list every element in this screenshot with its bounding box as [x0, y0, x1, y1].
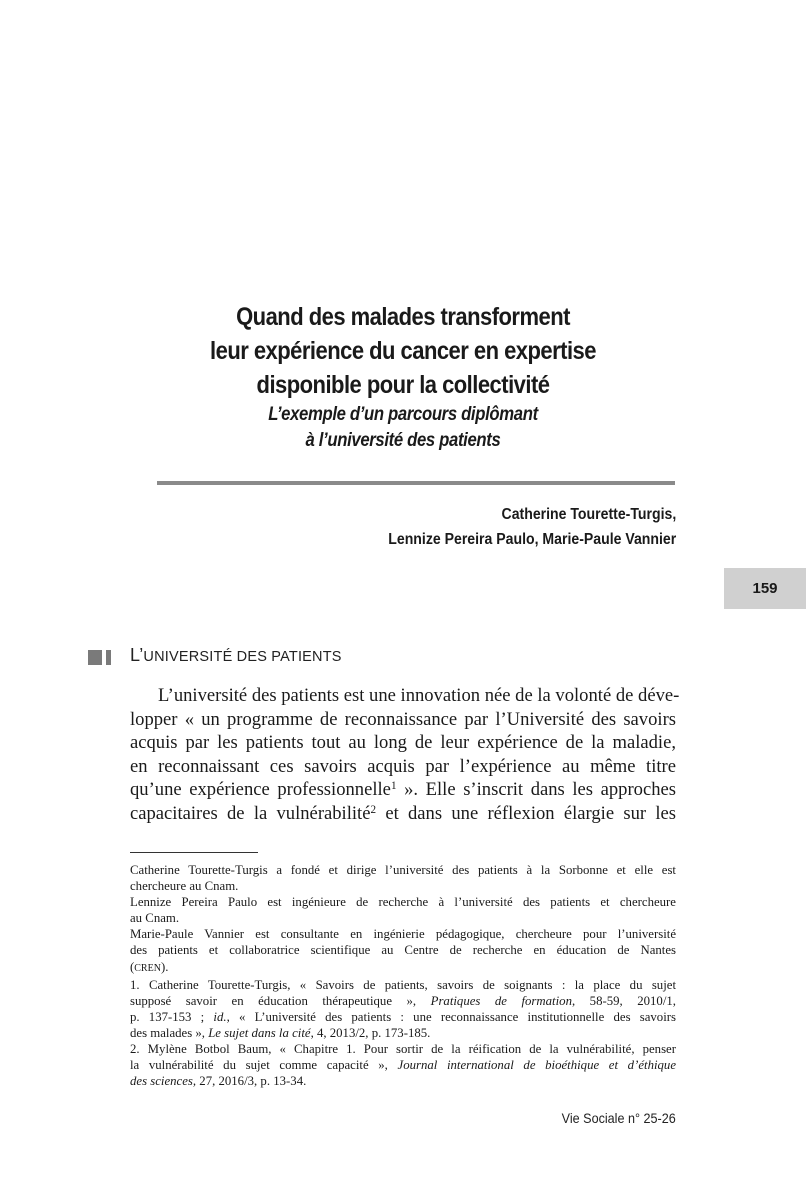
- footnote-line: [130, 1057, 676, 1073]
- author-note: [130, 894, 676, 926]
- page-number-tab: [724, 568, 806, 609]
- footnotes: [130, 862, 676, 1089]
- footnote-fragment: 27, 2016/3, p. 13-34.: [196, 1074, 307, 1089]
- section-marker-icon: [88, 650, 112, 665]
- body-line: L’université des patients est une innovation née de la volonté de déve-: [158, 685, 680, 706]
- footnote-line: des patients et collaboratrice scientifique au Centre de recherche en éducation de Nantes: [130, 943, 676, 958]
- body-text-fragment: ». Elle s’inscrit dans les approches: [396, 779, 676, 800]
- footnote-fragment: p. 137-153 ;: [130, 1009, 214, 1024]
- footnote-line: [130, 993, 676, 1009]
- title-line: Quand des malades transforment: [236, 303, 570, 331]
- footnote-fragment: des malades »,: [130, 1025, 209, 1040]
- author-note: [130, 862, 676, 894]
- footnote-fragment: ).: [160, 959, 169, 974]
- footnote-fragment: supposé savoir en éducation thérapeutique »,: [130, 993, 431, 1008]
- footnote-line: Marie-Paule Vannier est consultante en ingénierie pédagogique, chercheure pour l’université: [130, 927, 676, 942]
- body-paragraph: [130, 684, 680, 825]
- body-line: [130, 802, 676, 826]
- footnote-line: chercheure au Cnam.: [130, 879, 239, 894]
- article-title: [110, 300, 696, 454]
- body-line: acquis par les patients tout au long de leur expérience de la maladie,: [130, 732, 676, 753]
- footnote-line: [130, 1009, 676, 1025]
- footnote-line: Catherine Tourette-Turgis a fondé et dirige l’université des patients à la Sorbonne et elle est: [130, 863, 676, 877]
- footnote-italic: Le sujet dans la cité: [208, 1025, 311, 1040]
- footnote-fragment: (: [130, 959, 135, 974]
- body-text-fragment: et dans une réflexion élargie sur les: [376, 802, 677, 824]
- footnote-1: [130, 977, 676, 1041]
- footnote-italic: id.: [213, 1009, 227, 1024]
- footnote-line: [130, 1073, 676, 1089]
- subtitle-line: L’exemple d’un parcours diplômant: [268, 404, 538, 425]
- footnote-ref-2: 2: [370, 803, 377, 816]
- footnote-line: Lennize Pereira Paulo est ingénieure de recherche à l’université des patients et chercheure: [130, 895, 676, 910]
- body-line: lopper « un programme de reconnaissance par l’Université des savoirs: [130, 708, 676, 730]
- body-text-fragment: qu’une expérience professionnelle: [130, 779, 391, 800]
- authors-line: Catherine Tourette-Turgis,: [501, 506, 676, 523]
- footnote-separator: [130, 852, 258, 853]
- title-divider: [157, 481, 675, 485]
- section-heading: [130, 645, 342, 666]
- subtitle-line: à l’université des patients: [305, 430, 501, 451]
- body-text-fragment: capacitaires de la vulnérabilité: [130, 802, 371, 824]
- body-line: en reconnaissant ces savoirs acquis par l’expérience au même titre: [130, 755, 676, 777]
- author-note: [130, 926, 676, 976]
- footnote-fragment: , « L’université des patients : une reconnaissance institutionnelle des savoirs: [226, 1009, 677, 1024]
- footnote-2: [130, 1041, 676, 1089]
- body-line: [130, 778, 676, 802]
- authors: [388, 502, 676, 552]
- title-line: leur expérience du cancer en expertise: [210, 337, 596, 365]
- footnote-fragment: la vulnérabilité du sujet comme capacité »,: [130, 1058, 398, 1073]
- journal-footer: Vie Sociale n° 25-26: [561, 1110, 676, 1126]
- section-heading-rest: UNIVERSITÉ DES PATIENTS: [143, 649, 342, 665]
- authors-line: Lennize Pereira Paulo, Marie-Paule Vannier: [388, 531, 676, 548]
- footnote-line: [130, 1025, 676, 1041]
- footnote-line: 2. Mylène Botbol Baum, « Chapitre 1. Pour sortir de la réification de la vulnérabilité, penser: [130, 1042, 676, 1057]
- footnote-fragment: , 58-59, 2010/1,: [571, 993, 676, 1008]
- page-number: 159: [752, 580, 778, 597]
- footnote-italic: des sciences,: [130, 1074, 197, 1089]
- footnote-line: au Cnam.: [130, 911, 180, 926]
- footnote-italic: Pratiques de formation: [430, 993, 572, 1008]
- footnote-abbreviation: CREN: [134, 962, 161, 974]
- section-heading-initial: L’: [130, 645, 144, 665]
- footnote-italic: Journal international de bioéthique et d’éthique: [397, 1058, 676, 1073]
- footnote-line: 1. Catherine Tourette-Turgis, « Savoirs de patients, savoirs de soignants : la place du sujet: [130, 977, 676, 992]
- footnote-line: [130, 959, 676, 977]
- footnote-ref-1: 1: [390, 780, 397, 792]
- footnote-fragment: , 4, 2013/2, p. 173-185.: [310, 1025, 431, 1040]
- title-line: disponible pour la collectivité: [256, 371, 550, 399]
